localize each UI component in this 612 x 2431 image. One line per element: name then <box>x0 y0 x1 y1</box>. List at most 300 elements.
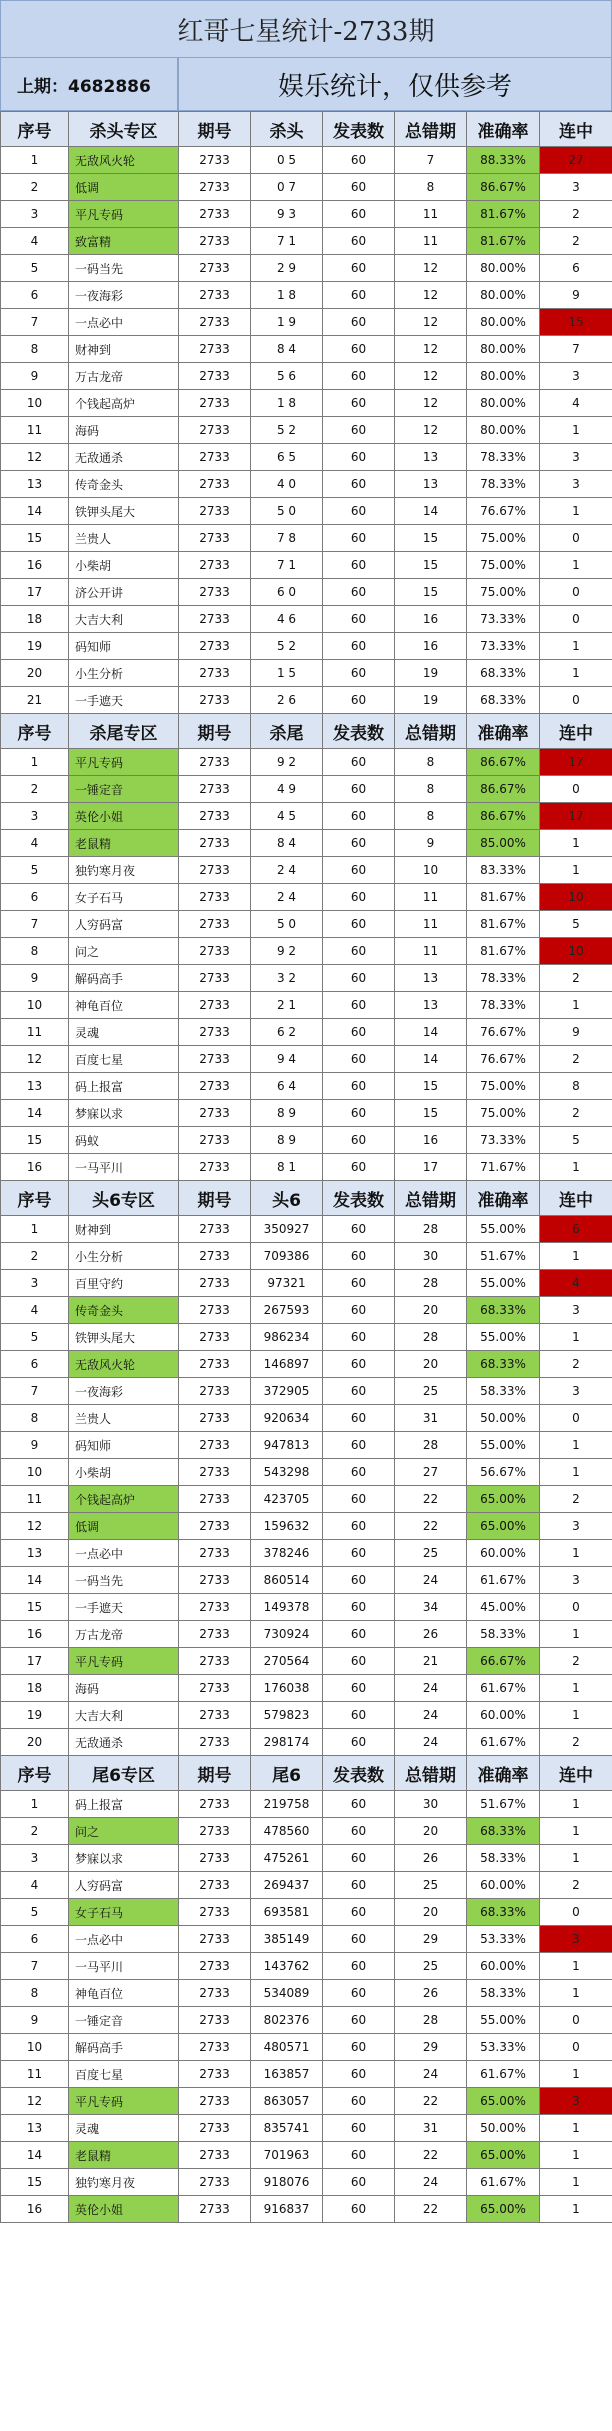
table-row <box>1 1432 612 1459</box>
row-index: 5 <box>1 1899 69 1926</box>
pick-cell: 2 9 <box>251 255 323 282</box>
row-index: 16 <box>1 2196 69 2223</box>
accuracy-cell: 65.00% <box>467 1513 540 1540</box>
table-row <box>1 1486 612 1513</box>
accuracy-cell: 73.33% <box>467 606 540 633</box>
streak-cell: 1 <box>540 1459 612 1486</box>
accuracy-cell: 68.33% <box>467 687 540 714</box>
table-row <box>1 1675 612 1702</box>
streak-cell: 3 <box>540 1297 612 1324</box>
predictor-name: 个钱起高炉 <box>69 390 179 417</box>
errors-cell: 14 <box>395 1019 467 1046</box>
predictor-name: 一夜海彩 <box>69 282 179 309</box>
posts-cell: 60 <box>323 1513 395 1540</box>
period-cell: 2733 <box>179 390 251 417</box>
pick-cell: 6 2 <box>251 1019 323 1046</box>
streak-cell: 6 <box>540 1216 612 1243</box>
table-row <box>1 1980 612 2007</box>
pick-cell: 372905 <box>251 1378 323 1405</box>
posts-cell: 60 <box>323 2088 395 2115</box>
table-row <box>1 1351 612 1378</box>
header-pick: 尾6 <box>251 1756 323 1791</box>
predictor-name: 传奇金头 <box>69 471 179 498</box>
row-index: 9 <box>1 363 69 390</box>
period-cell: 2733 <box>179 1324 251 1351</box>
table-row <box>1 1297 612 1324</box>
errors-cell: 24 <box>395 1729 467 1756</box>
pick-cell: 1 9 <box>251 309 323 336</box>
accuracy-cell: 60.00% <box>467 1540 540 1567</box>
errors-cell: 20 <box>395 1818 467 1845</box>
table-row <box>1 417 612 444</box>
pick-cell: 534089 <box>251 1980 323 2007</box>
pick-cell: 1 5 <box>251 660 323 687</box>
errors-cell: 28 <box>395 1216 467 1243</box>
posts-cell: 60 <box>323 1540 395 1567</box>
row-index: 21 <box>1 687 69 714</box>
accuracy-cell: 81.67% <box>467 201 540 228</box>
table-row <box>1 336 612 363</box>
errors-cell: 15 <box>395 1100 467 1127</box>
posts-cell: 60 <box>323 1702 395 1729</box>
header-period: 期号 <box>179 112 251 147</box>
row-index: 17 <box>1 1648 69 1675</box>
posts-cell: 60 <box>323 1432 395 1459</box>
table-row <box>1 633 612 660</box>
period-cell: 2733 <box>179 1073 251 1100</box>
streak-cell: 1 <box>540 1621 612 1648</box>
table-row <box>1 2088 612 2115</box>
predictor-name: 百里守约 <box>69 1270 179 1297</box>
errors-cell: 28 <box>395 1324 467 1351</box>
predictor-name: 平凡专码 <box>69 201 179 228</box>
period-cell: 2733 <box>179 660 251 687</box>
pick-cell: 480571 <box>251 2034 323 2061</box>
predictor-name: 一马平川 <box>69 1953 179 1980</box>
streak-cell: 4 <box>540 390 612 417</box>
posts-cell: 60 <box>323 309 395 336</box>
table-row <box>1 992 612 1019</box>
pick-cell: 701963 <box>251 2142 323 2169</box>
header-zone: 杀头专区 <box>69 112 179 147</box>
pick-cell: 350927 <box>251 1216 323 1243</box>
pick-cell: 478560 <box>251 1818 323 1845</box>
header-streak: 连中 <box>540 112 612 147</box>
period-cell: 2733 <box>179 1046 251 1073</box>
accuracy-cell: 78.33% <box>467 992 540 1019</box>
pick-cell: 543298 <box>251 1459 323 1486</box>
table-row <box>1 2115 612 2142</box>
predictor-name: 无敌风火轮 <box>69 147 179 174</box>
row-index: 18 <box>1 606 69 633</box>
table-row <box>1 2034 612 2061</box>
table-row <box>1 1648 612 1675</box>
predictor-name: 百度七星 <box>69 1046 179 1073</box>
predictor-name: 码上报富 <box>69 1073 179 1100</box>
posts-cell: 60 <box>323 417 395 444</box>
predictor-name: 码知师 <box>69 633 179 660</box>
streak-cell: 7 <box>540 336 612 363</box>
period-cell: 2733 <box>179 444 251 471</box>
predictor-name: 低调 <box>69 174 179 201</box>
period-cell: 2733 <box>179 1297 251 1324</box>
slogan: 娱乐统计，仅供参考 <box>178 57 612 111</box>
header-errors: 总错期 <box>395 714 467 749</box>
table-row <box>1 1324 612 1351</box>
table-row <box>1 282 612 309</box>
errors-cell: 13 <box>395 471 467 498</box>
accuracy-cell: 88.33% <box>467 147 540 174</box>
pick-cell: 860514 <box>251 1567 323 1594</box>
period-cell: 2733 <box>179 857 251 884</box>
period-cell: 2733 <box>179 633 251 660</box>
pick-cell: 8 4 <box>251 336 323 363</box>
errors-cell: 24 <box>395 1567 467 1594</box>
predictor-name: 一手遮天 <box>69 687 179 714</box>
period-cell: 2733 <box>179 1567 251 1594</box>
row-index: 1 <box>1 1791 69 1818</box>
errors-cell: 22 <box>395 2142 467 2169</box>
row-index: 13 <box>1 471 69 498</box>
table-row <box>1 2007 612 2034</box>
errors-cell: 20 <box>395 1297 467 1324</box>
predictor-name: 神龟百位 <box>69 992 179 1019</box>
predictor-name: 一码当先 <box>69 1567 179 1594</box>
period-cell: 2733 <box>179 1675 251 1702</box>
pick-cell: 2 4 <box>251 857 323 884</box>
period-cell: 2733 <box>179 1845 251 1872</box>
period-cell: 2733 <box>179 1872 251 1899</box>
accuracy-cell: 61.67% <box>467 2061 540 2088</box>
errors-cell: 12 <box>395 417 467 444</box>
streak-cell: 1 <box>540 1845 612 1872</box>
pick-cell: 6 5 <box>251 444 323 471</box>
errors-cell: 12 <box>395 390 467 417</box>
posts-cell: 60 <box>323 1980 395 2007</box>
predictor-name: 海码 <box>69 1675 179 1702</box>
row-index: 17 <box>1 579 69 606</box>
predictor-name: 无敌通杀 <box>69 1729 179 1756</box>
predictor-name: 传奇金头 <box>69 1297 179 1324</box>
period-cell: 2733 <box>179 2007 251 2034</box>
posts-cell: 60 <box>323 749 395 776</box>
accuracy-cell: 56.67% <box>467 1459 540 1486</box>
header-index: 序号 <box>1 1181 69 1216</box>
errors-cell: 11 <box>395 911 467 938</box>
posts-cell: 60 <box>323 1270 395 1297</box>
table-row <box>1 174 612 201</box>
posts-cell: 60 <box>323 1378 395 1405</box>
pick-cell: 149378 <box>251 1594 323 1621</box>
table-row <box>1 552 612 579</box>
streak-cell: 3 <box>540 2088 612 2115</box>
table-row <box>1 147 612 174</box>
pick-cell: 9 3 <box>251 201 323 228</box>
errors-cell: 31 <box>395 1405 467 1432</box>
header-index: 序号 <box>1 1756 69 1791</box>
pick-cell: 6 4 <box>251 1073 323 1100</box>
pick-cell: 5 2 <box>251 633 323 660</box>
header-posts: 发表数 <box>323 1181 395 1216</box>
period-cell: 2733 <box>179 606 251 633</box>
header-index: 序号 <box>1 112 69 147</box>
predictor-name: 码知师 <box>69 1432 179 1459</box>
predictor-name: 无敌通杀 <box>69 444 179 471</box>
row-index: 2 <box>1 174 69 201</box>
predictor-name: 一马平川 <box>69 1154 179 1181</box>
row-index: 14 <box>1 1567 69 1594</box>
posts-cell: 60 <box>323 1486 395 1513</box>
accuracy-cell: 50.00% <box>467 2115 540 2142</box>
accuracy-cell: 80.00% <box>467 363 540 390</box>
header-accuracy: 准确率 <box>467 1181 540 1216</box>
pick-cell: 267593 <box>251 1297 323 1324</box>
errors-cell: 11 <box>395 884 467 911</box>
row-index: 15 <box>1 2169 69 2196</box>
period-cell: 2733 <box>179 2061 251 2088</box>
streak-cell: 10 <box>540 938 612 965</box>
period-cell: 2733 <box>179 1540 251 1567</box>
errors-cell: 7 <box>395 147 467 174</box>
table-row <box>1 444 612 471</box>
table-row <box>1 1513 612 1540</box>
pick-cell: 2 1 <box>251 992 323 1019</box>
pick-cell: 8 9 <box>251 1127 323 1154</box>
period-cell: 2733 <box>179 1980 251 2007</box>
accuracy-cell: 85.00% <box>467 830 540 857</box>
accuracy-cell: 55.00% <box>467 1432 540 1459</box>
posts-cell: 60 <box>323 1100 395 1127</box>
table-row <box>1 1073 612 1100</box>
errors-cell: 11 <box>395 228 467 255</box>
header-streak: 连中 <box>540 1756 612 1791</box>
table-row <box>1 1594 612 1621</box>
pick-cell: 916837 <box>251 2196 323 2223</box>
period-cell: 2733 <box>179 552 251 579</box>
row-index: 8 <box>1 336 69 363</box>
period-cell: 2733 <box>179 1818 251 1845</box>
accuracy-cell: 58.33% <box>467 1845 540 1872</box>
table-row <box>1 660 612 687</box>
streak-cell: 17 <box>540 749 612 776</box>
row-index: 6 <box>1 884 69 911</box>
streak-cell: 0 <box>540 606 612 633</box>
table-row <box>1 228 612 255</box>
pick-cell: 918076 <box>251 2169 323 2196</box>
errors-cell: 22 <box>395 2088 467 2115</box>
pick-cell: 9 2 <box>251 749 323 776</box>
pick-cell: 270564 <box>251 1648 323 1675</box>
errors-cell: 29 <box>395 2034 467 2061</box>
table-row <box>1 1899 612 1926</box>
streak-cell: 0 <box>540 1899 612 1926</box>
row-index: 12 <box>1 444 69 471</box>
row-index: 4 <box>1 1872 69 1899</box>
pick-cell: 8 4 <box>251 830 323 857</box>
row-index: 20 <box>1 660 69 687</box>
posts-cell: 60 <box>323 2061 395 2088</box>
period-cell: 2733 <box>179 363 251 390</box>
period-cell: 2733 <box>179 1459 251 1486</box>
row-index: 13 <box>1 1540 69 1567</box>
period-cell: 2733 <box>179 992 251 1019</box>
posts-cell: 60 <box>323 228 395 255</box>
predictor-name: 女子石马 <box>69 884 179 911</box>
predictor-name: 铁钾头尾大 <box>69 1324 179 1351</box>
predictor-name: 海码 <box>69 417 179 444</box>
predictor-name: 无敌风火轮 <box>69 1351 179 1378</box>
table-row <box>1 1154 612 1181</box>
predictor-name: 码蚁 <box>69 1127 179 1154</box>
streak-cell: 3 <box>540 444 612 471</box>
pick-cell: 947813 <box>251 1432 323 1459</box>
errors-cell: 12 <box>395 363 467 390</box>
row-index: 2 <box>1 776 69 803</box>
row-index: 3 <box>1 803 69 830</box>
pick-cell: 2 6 <box>251 687 323 714</box>
row-index: 1 <box>1 1216 69 1243</box>
header-errors: 总错期 <box>395 112 467 147</box>
accuracy-cell: 83.33% <box>467 857 540 884</box>
header-zone: 杀尾专区 <box>69 714 179 749</box>
row-index: 12 <box>1 2088 69 2115</box>
pick-cell: 709386 <box>251 1243 323 1270</box>
header-period: 期号 <box>179 714 251 749</box>
pick-cell: 146897 <box>251 1351 323 1378</box>
predictor-name: 老鼠精 <box>69 830 179 857</box>
posts-cell: 60 <box>323 201 395 228</box>
errors-cell: 8 <box>395 174 467 201</box>
table-row <box>1 606 612 633</box>
pick-cell: 5 2 <box>251 417 323 444</box>
streak-cell: 2 <box>540 201 612 228</box>
posts-cell: 60 <box>323 1594 395 1621</box>
predictor-name: 一锤定音 <box>69 2007 179 2034</box>
row-index: 18 <box>1 1675 69 1702</box>
period-cell: 2733 <box>179 147 251 174</box>
row-index: 15 <box>1 525 69 552</box>
posts-cell: 60 <box>323 498 395 525</box>
row-index: 14 <box>1 1100 69 1127</box>
section-header-row <box>1 1756 612 1791</box>
predictor-name: 女子石马 <box>69 1899 179 1926</box>
posts-cell: 60 <box>323 1675 395 1702</box>
errors-cell: 19 <box>395 660 467 687</box>
streak-cell: 2 <box>540 1351 612 1378</box>
predictor-name: 解码高手 <box>69 2034 179 2061</box>
streak-cell: 0 <box>540 687 612 714</box>
errors-cell: 28 <box>395 2007 467 2034</box>
predictor-name: 小柴胡 <box>69 552 179 579</box>
posts-cell: 60 <box>323 1621 395 1648</box>
errors-cell: 16 <box>395 606 467 633</box>
posts-cell: 60 <box>323 1243 395 1270</box>
streak-cell: 2 <box>540 1648 612 1675</box>
predictor-name: 大吉大利 <box>69 1702 179 1729</box>
streak-cell: 1 <box>540 2142 612 2169</box>
errors-cell: 30 <box>395 1791 467 1818</box>
pick-cell: 219758 <box>251 1791 323 1818</box>
row-index: 16 <box>1 1621 69 1648</box>
posts-cell: 60 <box>323 660 395 687</box>
row-index: 11 <box>1 2061 69 2088</box>
row-index: 11 <box>1 1019 69 1046</box>
errors-cell: 30 <box>395 1243 467 1270</box>
header-pick: 杀尾 <box>251 714 323 749</box>
errors-cell: 8 <box>395 776 467 803</box>
pick-cell: 4 5 <box>251 803 323 830</box>
streak-cell: 2 <box>540 1100 612 1127</box>
predictor-name: 兰贵人 <box>69 1405 179 1432</box>
period-cell: 2733 <box>179 1154 251 1181</box>
predictor-name: 财神到 <box>69 1216 179 1243</box>
accuracy-cell: 81.67% <box>467 228 540 255</box>
posts-cell: 60 <box>323 1073 395 1100</box>
pick-cell: 730924 <box>251 1621 323 1648</box>
errors-cell: 31 <box>395 2115 467 2142</box>
accuracy-cell: 51.67% <box>467 1791 540 1818</box>
predictor-name: 平凡专码 <box>69 2088 179 2115</box>
posts-cell: 60 <box>323 390 395 417</box>
posts-cell: 60 <box>323 1127 395 1154</box>
header-pick: 头6 <box>251 1181 323 1216</box>
accuracy-cell: 81.67% <box>467 884 540 911</box>
posts-cell: 60 <box>323 525 395 552</box>
predictor-name: 济公开讲 <box>69 579 179 606</box>
accuracy-cell: 86.67% <box>467 776 540 803</box>
accuracy-cell: 78.33% <box>467 965 540 992</box>
accuracy-cell: 80.00% <box>467 336 540 363</box>
predictor-name: 问之 <box>69 938 179 965</box>
period-cell: 2733 <box>179 2196 251 2223</box>
section-header-row <box>1 714 612 749</box>
period-cell: 2733 <box>179 2142 251 2169</box>
streak-cell: 1 <box>540 1980 612 2007</box>
accuracy-cell: 60.00% <box>467 1872 540 1899</box>
row-index: 8 <box>1 1980 69 2007</box>
period-cell: 2733 <box>179 1594 251 1621</box>
errors-cell: 24 <box>395 1675 467 1702</box>
predictor-name: 独钓寒月夜 <box>69 2169 179 2196</box>
header-period: 期号 <box>179 1756 251 1791</box>
table-row <box>1 1378 612 1405</box>
section-header-row <box>1 1181 612 1216</box>
streak-cell: 1 <box>540 2115 612 2142</box>
predictor-name: 平凡专码 <box>69 1648 179 1675</box>
row-index: 13 <box>1 1073 69 1100</box>
accuracy-cell: 65.00% <box>467 2088 540 2115</box>
streak-cell: 1 <box>540 1154 612 1181</box>
streak-cell: 2 <box>540 228 612 255</box>
pick-cell: 0 7 <box>251 174 323 201</box>
header-posts: 发表数 <box>323 714 395 749</box>
predictor-name: 低调 <box>69 1513 179 1540</box>
table-row <box>1 390 612 417</box>
period-cell: 2733 <box>179 1648 251 1675</box>
errors-cell: 27 <box>395 1459 467 1486</box>
header-zone: 尾6专区 <box>69 1756 179 1791</box>
posts-cell: 60 <box>323 1926 395 1953</box>
errors-cell: 8 <box>395 803 467 830</box>
accuracy-cell: 68.33% <box>467 1899 540 1926</box>
accuracy-cell: 45.00% <box>467 1594 540 1621</box>
predictor-name: 个钱起高炉 <box>69 1486 179 1513</box>
errors-cell: 21 <box>395 1648 467 1675</box>
accuracy-cell: 68.33% <box>467 1351 540 1378</box>
accuracy-cell: 75.00% <box>467 1100 540 1127</box>
row-index: 15 <box>1 1127 69 1154</box>
posts-cell: 60 <box>323 1216 395 1243</box>
